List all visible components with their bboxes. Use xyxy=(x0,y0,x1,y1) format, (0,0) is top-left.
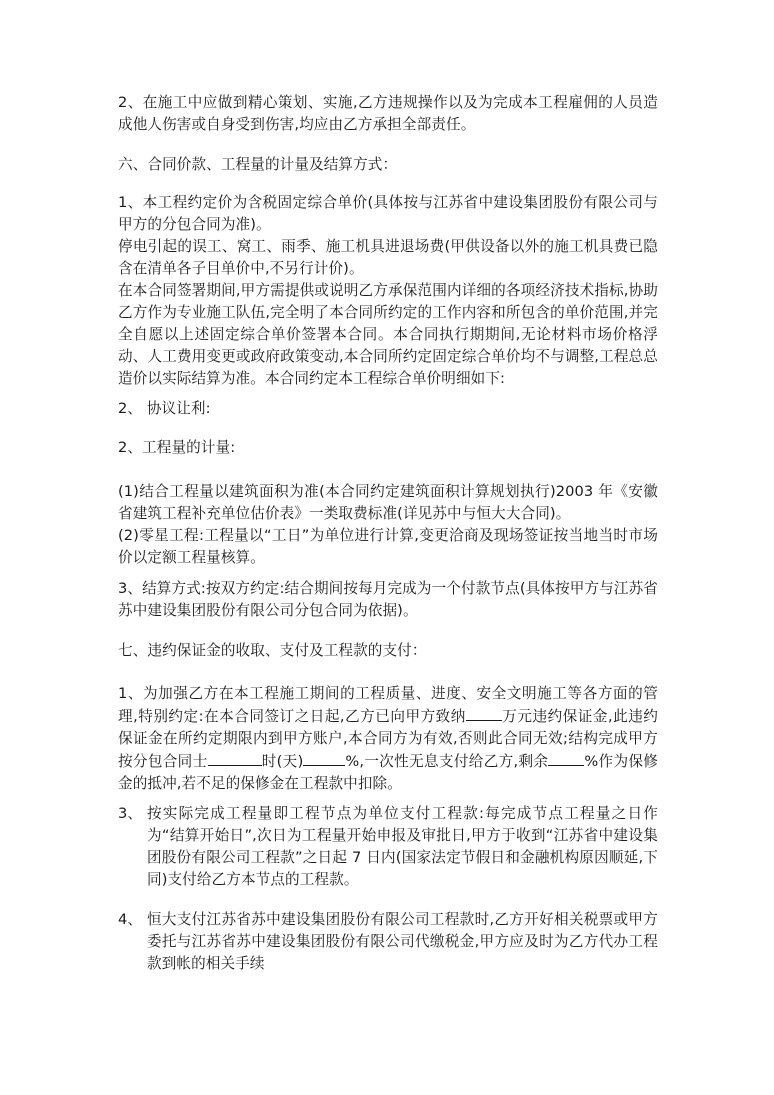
clause-6-3 xyxy=(118,578,658,622)
clause-text: (1)结合工程量以建筑面积为准(本合同约定建筑面积计算规划执行)2003 年《安徽省建筑工程补充单位估价表》一类取费标准(详见苏中与恒大大合同)。 xyxy=(118,483,658,522)
section-heading-7 xyxy=(118,640,658,662)
clause-number: 4、 xyxy=(118,911,143,928)
clause-text xyxy=(118,683,658,795)
clause-6-2-items xyxy=(118,481,658,569)
section-heading-6 xyxy=(118,154,658,176)
clause-7-3 xyxy=(118,803,658,891)
heading-text: 七、违约保证金的收取、支付及工程款的支付： xyxy=(118,642,427,659)
clause-text: 在本合同签署期间,甲方需提供或说明乙方承保范围内详细的各项经济技术指标,协助乙方作为专业施工队伍,完全明了本合同所约定的工作内容和所包含的单价范围,并完全自愿以上述固定综合单价签署本合同。本合同执行期期间,无论材料市场价格浮动、人工费用变更或政府政策变动,本合同所约定固定综合单价均不与调整,工程总总造价以实际结算为准。本合同约定本工程综合单价明细如下: xyxy=(118,282,658,387)
clause-text: 3、结算方式:按双方约定:结合期间按每月完成为一个付款节点(具体按甲方与江苏省苏中建设集团股份有限公司分包合同为依据)。 xyxy=(118,580,658,619)
retention-percent-blank xyxy=(548,750,584,766)
clause-text-part: 时(天) xyxy=(261,753,304,770)
paragraph-text: 2、在施工中应做到精心策划、实施,乙方违规操作以及为完成本工程雇佣的人员造成他人伤害或自身受到伤害,均应由乙方承担全部责任。 xyxy=(118,94,658,133)
clause-text-part: %,一次性无息支付给乙方,剩余 xyxy=(345,753,549,770)
clause-6-2-discount xyxy=(118,398,658,420)
clause-text: 恒大支付江苏省苏中建设集团股份有限公司工程款时,乙方开好相关税票或甲方委托与江苏省苏中建设集团股份有限公司代缴税金,甲方应及时为乙方代办工程款到帐的相关手续 xyxy=(147,911,658,972)
clause-text: 1、本工程约定价为含税固定综合单价(具体按与江苏省中建设集团股份有限公司与甲方的分包合同为准)。 xyxy=(118,194,658,233)
heading-text: 六、合同价款、工程量的计量及结算方式： xyxy=(118,156,398,173)
clause-text-part: 万元违约保证金,此违约保证金在所约定期限内到甲方账户,本合同方为有效,否则此合同无效;结构完成甲方按分包合同士 xyxy=(118,708,658,770)
clause-text-part: 1、为加强乙方在本工程施工期间的工程质量、进度、安全文明施工等各方面的管理,特别约定:在本合同签订之日起,乙方已向甲方致纳 xyxy=(118,685,658,725)
clause-text: 2、工程量的计量: xyxy=(118,439,236,456)
clause-text: 停电引起的误工、窝工、雨季、施工机具进退场费(甲供设备以外的施工机具费已隐含在清单各子目单价中,不另行计价)。 xyxy=(118,238,658,277)
payment-percent-blank xyxy=(303,750,345,766)
clause-number: 3、 xyxy=(118,805,143,822)
paragraph-liability xyxy=(118,92,658,136)
deposit-blank xyxy=(466,705,502,721)
time-blank xyxy=(208,750,262,766)
clause-6-2-quantity xyxy=(118,437,658,459)
clause-text: (2)零星工程:工程量以“工日”为单位进行计算,变更洽商及现场签证按当地当时市场价以定额工程量核算。 xyxy=(118,527,658,566)
clause-6-1 xyxy=(118,192,658,390)
clause-text: 按实际完成工程量即工程节点为单位支付工程款:每完成节点工程量之日作为“结算开始日”,次日为工程量开始申报及审批日,甲方于收到“江苏省中建设集团股份有限公司工程款”之日起 7 日内(国家法定节假日和金融机构原因顺延,下同)支付给乙方本节点的工程款。 xyxy=(147,805,658,888)
clause-text-part: %作为保修金的抵冲,若不足的保修金在工程款中扣除。 xyxy=(118,753,658,792)
clause-7-4 xyxy=(118,909,658,975)
clause-7-1 xyxy=(118,683,658,795)
clause-text: 2、 协议让利: xyxy=(118,400,211,417)
